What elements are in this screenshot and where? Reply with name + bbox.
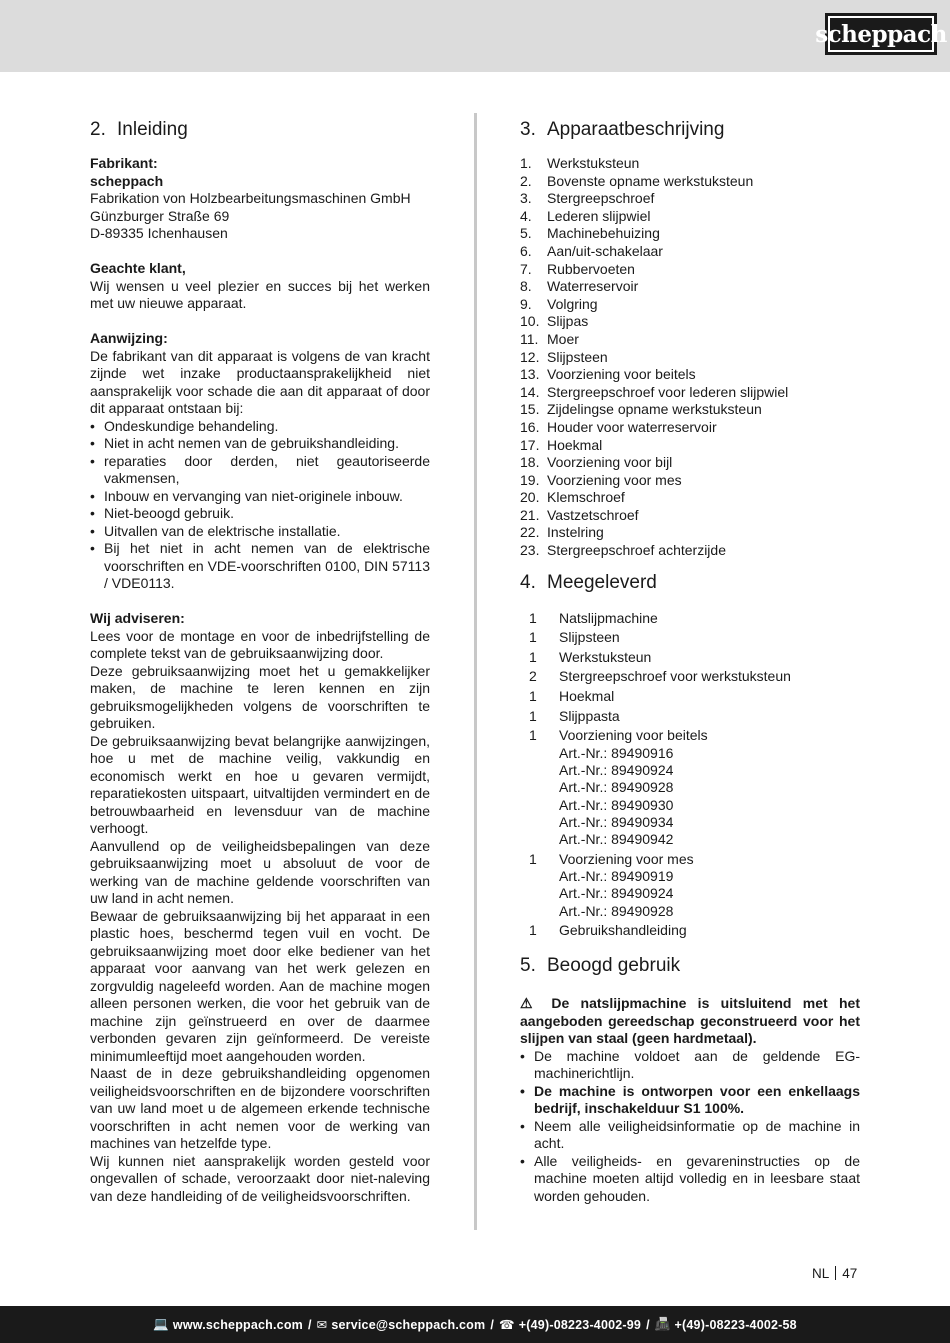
- part-number: 22.: [520, 524, 540, 541]
- part-item: [520, 419, 860, 437]
- part-item: [520, 296, 860, 314]
- supplied-quantity: 1: [529, 850, 537, 867]
- part-item: [520, 542, 860, 560]
- list-item: • Uitvallen van de elektrische installatie.: [90, 523, 430, 541]
- part-number: 17.: [520, 436, 540, 453]
- part-number: 18.: [520, 454, 540, 471]
- part-number: 15.: [520, 401, 540, 418]
- part-number: 23.: [520, 542, 540, 559]
- part-item: [520, 208, 860, 226]
- part-item: [520, 278, 860, 296]
- part-item: [520, 190, 860, 208]
- list-item: • reparaties door derden, niet geautoriseerde vakmensen,: [90, 453, 430, 488]
- phone-icon: ☎: [499, 1318, 515, 1332]
- greeting-text: Wij wensen u veel plezier en succes bij het werken met uw nieuwe apparaat.: [90, 277, 430, 311]
- language-code: NL: [812, 1266, 830, 1281]
- email-link[interactable]: service@scheppach.com: [331, 1317, 486, 1332]
- supplied-label: Werkstuksteun: [559, 648, 652, 665]
- usage-list: [520, 1048, 860, 1206]
- part-number: 14.: [520, 383, 540, 400]
- part-label: Waterreservoir: [547, 278, 639, 295]
- part-number: 8.: [520, 278, 532, 295]
- list-item: • Niet in acht nemen van de gebruikshandleiding.: [90, 435, 430, 453]
- intended-use-block: [520, 995, 860, 1205]
- right-column: [520, 117, 860, 1205]
- part-number: 10.: [520, 313, 540, 330]
- list-item: • Niet-beoogd gebruik.: [90, 505, 430, 523]
- part-item: [520, 313, 860, 331]
- section-title: Apparaatbeschrijving: [547, 119, 725, 140]
- article-number: Art.-Nr.: 89490924: [559, 885, 674, 902]
- part-item: [520, 384, 860, 402]
- manufacturer-street: Günzburger Straße 69: [90, 207, 230, 224]
- supplied-item: [520, 708, 860, 725]
- list-item: • De machine voldoet aan de geldende EG-machinerichtlijn.: [520, 1048, 860, 1083]
- supplied-item: [520, 610, 860, 627]
- part-label: Instelring: [547, 524, 604, 541]
- fax-number: +(49)-08223-4002-58: [674, 1317, 797, 1332]
- contact-bar: [0, 1306, 950, 1343]
- computer-icon: 💻: [153, 1317, 169, 1331]
- advice-block: [90, 610, 430, 1205]
- part-label: Voorziening voor beitels: [547, 366, 696, 383]
- parts-list: [520, 155, 860, 560]
- part-label: Stergreepschroef: [547, 190, 655, 207]
- supplied-item: [520, 668, 860, 685]
- part-label: Voorziening voor bijl: [547, 454, 673, 471]
- column-divider: [474, 113, 477, 1230]
- manufacturer-name: scheppach: [90, 172, 164, 189]
- note-block: [90, 330, 430, 593]
- website-link[interactable]: www.scheppach.com: [172, 1317, 303, 1332]
- supplied-quantity: 1: [529, 727, 537, 744]
- part-label: Hoekmal: [547, 436, 603, 453]
- article-number: Art.-Nr.: 89490934: [559, 813, 674, 830]
- part-label: Stergreepschroef voor lederen slijpwiel: [547, 383, 789, 400]
- section-number: 5.: [520, 955, 536, 977]
- note-text: De fabrikant van dit apparaat is volgens de van kracht zijnde wet inzake productaansprakelijkheid niet aansprakelijk voor schade die aan dit apparaat of door dit apparaat ontstaan bij:: [90, 347, 430, 416]
- list-item: • Neem alle veiligheidsinformatie op de machine in acht.: [520, 1118, 860, 1153]
- supplied-item: [520, 649, 860, 666]
- part-number: 13.: [520, 366, 540, 383]
- liability-list: [90, 418, 430, 593]
- list-item: • Ondeskundige behandeling.: [90, 418, 430, 436]
- section-heading-meegeleverd: [520, 570, 860, 596]
- supplied-label: Hoekmal: [559, 688, 615, 705]
- part-label: Stergreepschroef achterzijde: [547, 542, 726, 559]
- part-item: [520, 331, 860, 349]
- article-number: Art.-Nr.: 89490930: [559, 796, 674, 813]
- part-number: 16.: [520, 418, 540, 435]
- greeting-block: [90, 260, 430, 313]
- article-number: Art.-Nr.: 89490928: [559, 779, 674, 796]
- warning-statement: [520, 995, 860, 1048]
- part-item: [520, 507, 860, 525]
- note-label: Aanwijzing:: [90, 330, 168, 346]
- article-number: Art.-Nr.: 89490924: [559, 761, 674, 778]
- part-number: 12.: [520, 348, 540, 365]
- part-number: 21.: [520, 506, 540, 523]
- advice-paragraph: Lees voor de montage en voor de inbedrijfstelling de complete tekst van de gebruiksaanwijzing door.: [90, 627, 430, 661]
- section-title: Beoogd gebruik: [547, 955, 681, 977]
- warning-icon: ⚠: [520, 995, 540, 1012]
- supplied-label: Stergreepschroef voor werkstuksteun: [559, 668, 791, 685]
- part-number: 9.: [520, 295, 532, 312]
- greeting-label: Geachte klant,: [90, 260, 186, 276]
- part-label: Bovenste opname werkstuksteun: [547, 172, 754, 189]
- page-separator: [835, 1266, 836, 1280]
- supplied-quantity: 1: [529, 629, 537, 646]
- part-label: Werkstuksteun: [547, 155, 640, 171]
- article-number: Art.-Nr.: 89490928: [559, 902, 674, 919]
- section-number: 2.: [90, 119, 106, 140]
- part-label: Aan/uit-schakelaar: [547, 242, 663, 259]
- section-heading-beoogd-gebruik: [520, 953, 860, 979]
- part-number: 4.: [520, 207, 532, 224]
- part-item: [520, 401, 860, 419]
- supplied-label: Voorziening voor mes: [559, 850, 694, 867]
- list-item: • De machine is ontworpen voor een enkellaags bedrijf, inschakelduur S1 100%.: [520, 1083, 860, 1118]
- part-label: Klemschroef: [547, 489, 625, 506]
- part-item: [520, 173, 860, 191]
- header-band: [0, 0, 950, 72]
- mail-icon: ✉: [316, 1318, 328, 1332]
- advice-paragraph: Aanvullend op de veiligheidsbepalingen van deze gebruiksaanwijzing moet u absoluut de voor de werking van de machine geldende voorschriften van uw land in acht nemen.: [90, 837, 430, 906]
- advice-paragraph: Deze gebruiksaanwijzing moet het u gemakkelijker maken, de machine te leren kennen en zijn gebruiksmogelijkheden volgens de voorschriften te gebruiken.: [90, 662, 430, 731]
- supplied-quantity: 1: [529, 648, 537, 665]
- section-title: Inleiding: [117, 119, 188, 140]
- part-item: [520, 261, 860, 279]
- supplied-item: [520, 727, 860, 848]
- separator: /: [490, 1317, 495, 1332]
- section-number: 3.: [520, 119, 536, 140]
- supplied-label: Gebruikshandleiding: [559, 922, 687, 939]
- supplied-quantity: 1: [529, 688, 537, 705]
- supplied-item: [520, 688, 860, 705]
- supplied-label: Natslijpmachine: [559, 609, 658, 626]
- advice-paragraph: Wij kunnen niet aansprakelijk worden gesteld voor ongevallen of schade, veroorzaakt door niet-naleving van deze handleiding of de veiligheidsvoorschriften.: [90, 1152, 430, 1204]
- manufacturer-city: D-89335 Ichenhausen: [90, 225, 228, 241]
- supplied-list: [520, 610, 860, 940]
- supplied-quantity: 1: [529, 609, 537, 626]
- supplied-item: [520, 851, 860, 920]
- part-number: 20.: [520, 489, 540, 506]
- section-heading-inleiding: [90, 117, 430, 143]
- part-number: 1.: [520, 155, 532, 171]
- part-label: Slijpas: [547, 313, 589, 330]
- article-number: Art.-Nr.: 89490919: [559, 868, 674, 884]
- separator: /: [307, 1317, 312, 1332]
- scheppach-logo: scheppach: [825, 13, 937, 55]
- part-label: Zijdelingse opname werkstuksteun: [547, 401, 762, 418]
- page-number-footer: [812, 1266, 857, 1281]
- part-item: [520, 225, 860, 243]
- part-number: 5.: [520, 225, 532, 242]
- part-item: [520, 454, 860, 472]
- list-item: • Alle veiligheids- en gevareninstructies op de machine moeten altijd volledig en in leesbare staat worden gehouden.: [520, 1153, 860, 1206]
- manufacturer-block: [90, 155, 430, 243]
- part-item: [520, 349, 860, 367]
- part-item: [520, 366, 860, 384]
- manufacturer-company: Fabrikation von Holzbearbeitungsmaschinen GmbH: [90, 190, 411, 206]
- supplied-label: Slijppasta: [559, 707, 620, 724]
- part-label: Slijpsteen: [547, 348, 608, 365]
- part-number: 6.: [520, 242, 532, 259]
- part-label: Machinebehuizing: [547, 225, 660, 242]
- part-item: [520, 155, 860, 173]
- list-item: • Inbouw en vervanging van niet-originele inbouw.: [90, 488, 430, 506]
- advice-paragraph: De gebruiksaanwijzing bevat belangrijke aanwijzingen, hoe u met de machine veilig, vakkundig en economisch werkt en hoe u gevaren vermijdt, reparatiekosten uitspaart, uitvaltijden vermindert en de betrouwbaarheid en levensduur van de machine verhoogt.: [90, 732, 430, 836]
- part-label: Vastzetschroef: [547, 506, 639, 523]
- part-label: Lederen slijpwiel: [547, 207, 651, 224]
- part-item: [520, 437, 860, 455]
- advice-paragraph: Naast de in deze gebruikshandleiding opgenomen veiligheidsvoorschriften en de bijzondere voorschriften van uw land moet u de algemeen erkende technische voorschriften in acht nemen voor de werking van machines van hetzelfde type.: [90, 1065, 430, 1151]
- part-item: [520, 524, 860, 542]
- supplied-quantity: 2: [529, 668, 537, 685]
- part-label: Rubbervoeten: [547, 260, 635, 277]
- supplied-quantity: 1: [529, 707, 537, 724]
- manufacturer-label: Fabrikant:: [90, 155, 158, 171]
- page-number: 47: [842, 1266, 858, 1281]
- supplied-item: [520, 922, 860, 939]
- supplied-quantity: 1: [529, 922, 537, 939]
- phone-number: +(49)-08223-4002-99: [518, 1317, 642, 1332]
- part-number: 2.: [520, 172, 532, 189]
- article-number: Art.-Nr.: 89490942: [559, 831, 674, 848]
- part-number: 3.: [520, 190, 532, 207]
- part-number: 19.: [520, 471, 540, 488]
- part-number: 7.: [520, 260, 532, 277]
- warning-text: De natslijpmachine is uitsluitend met het aangeboden gereedschap geconstrueerd voor het slijpen van staal (geen hardmetaal).: [520, 995, 861, 1047]
- article-number: Art.-Nr.: 89490916: [559, 744, 674, 761]
- part-label: Volgring: [547, 295, 598, 312]
- part-number: 11.: [520, 330, 539, 347]
- supplied-item: [520, 629, 860, 646]
- list-item: • Bij het niet in acht nemen van de elektrische voorschriften en VDE-voorschriften 0100, DIN 57113 / VDE0113.: [90, 540, 430, 593]
- supplied-label: Slijpsteen: [559, 629, 620, 646]
- section-heading-apparaatbeschrijving: [520, 117, 860, 143]
- section-number: 4.: [520, 571, 536, 593]
- part-label: Voorziening voor mes: [547, 471, 682, 488]
- advice-paragraph: Bewaar de gebruiksaanwijzing bij het apparaat in een plastic hoes, beschermd tegen vuil en vocht. De gebruiksaanwijzing moet door elke bediener van het apparaat voor aanvang van het werk gelezen en zorgvuldig nageleefd worden. Aan de machine mogen alleen personen werken, die voor het gebruik van de machine zijn geïnstrueerd en over de daarmee verbonden gevaren zijn geïnformeerd. De vereiste minimumleeftijd moet aangehouden worden.: [90, 907, 430, 1064]
- left-column: [90, 117, 430, 1205]
- part-label: Houder voor waterreservoir: [547, 418, 717, 435]
- section-title: Meegeleverd: [547, 571, 657, 593]
- advice-label: Wij adviseren:: [90, 610, 185, 626]
- part-item: [520, 489, 860, 507]
- supplied-label: Voorziening voor beitels: [559, 727, 708, 744]
- part-item: [520, 472, 860, 490]
- separator: /: [646, 1317, 650, 1332]
- part-label: Moer: [547, 330, 579, 347]
- part-item: [520, 243, 860, 261]
- fax-icon: 📠: [654, 1317, 671, 1331]
